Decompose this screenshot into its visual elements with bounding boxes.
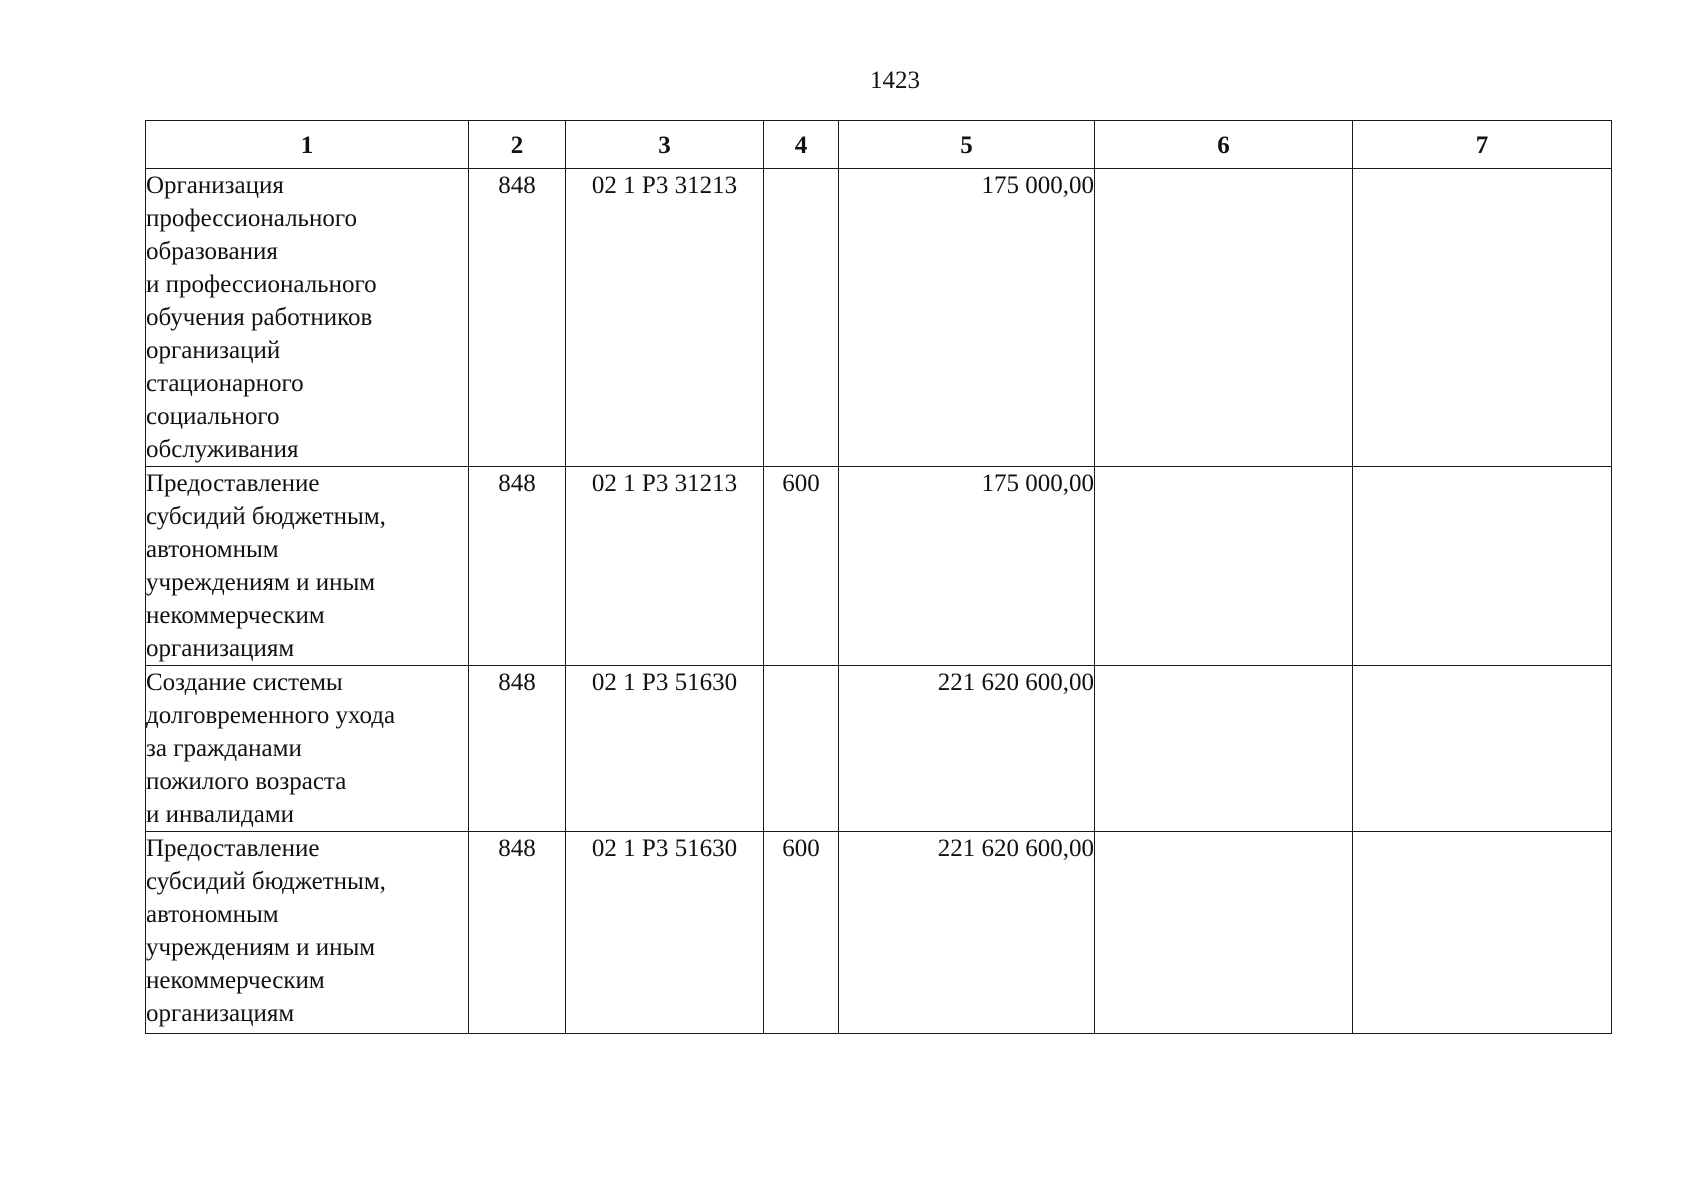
col-6-cell — [1095, 467, 1353, 666]
col-7-cell — [1353, 666, 1612, 832]
table-row — [146, 467, 1612, 666]
header-col-2: 2 — [469, 121, 566, 169]
header-col-6: 6 — [1095, 121, 1353, 169]
expense-type-cell: 600 — [764, 467, 839, 666]
amount-cell: 175 000,00 — [839, 467, 1095, 666]
header-col-7: 7 — [1353, 121, 1612, 169]
table-row — [146, 169, 1612, 467]
row-name-cell — [146, 832, 469, 1034]
col-6-cell — [1095, 666, 1353, 832]
target-article-cell: 02 1 P3 51630 — [566, 666, 764, 832]
header-col-1: 1 — [146, 121, 469, 169]
row-name: Предоставление субсидий бюджетным, автономным учреждениям и иным некоммерческим организациям — [146, 835, 386, 1027]
expense-type-cell — [764, 666, 839, 832]
row-name: Организация профессионального образования и профессионального обучения работников организаций стационарного социального обслуживания — [146, 172, 377, 463]
col-7-cell — [1353, 467, 1612, 666]
col-7-cell — [1353, 169, 1612, 467]
table-row — [146, 666, 1612, 832]
expense-type-cell — [764, 169, 839, 467]
target-article-cell: 02 1 P3 51630 — [566, 832, 764, 1034]
header-col-5: 5 — [839, 121, 1095, 169]
amount-cell: 221 620 600,00 — [839, 832, 1095, 1034]
page-number: 1423 — [870, 67, 920, 94]
col-6-cell — [1095, 169, 1353, 467]
amount-cell: 221 620 600,00 — [839, 666, 1095, 832]
row-name-cell — [146, 467, 469, 666]
ministry-code-cell: 848 — [469, 467, 566, 666]
table-header-row — [146, 121, 1612, 169]
row-name-cell — [146, 666, 469, 832]
ministry-code-cell: 848 — [469, 169, 566, 467]
col-7-cell — [1353, 832, 1612, 1034]
header-col-4: 4 — [764, 121, 839, 169]
row-name: Предоставление субсидий бюджетным, автономным учреждениям и иным некоммерческим организациям — [146, 470, 386, 662]
table-row — [146, 832, 1612, 1034]
expense-type-cell: 600 — [764, 832, 839, 1034]
target-article-cell: 02 1 P3 31213 — [566, 467, 764, 666]
row-name-cell — [146, 169, 469, 467]
amount-cell: 175 000,00 — [839, 169, 1095, 467]
row-name: Создание системы долговременного ухода за гражданами пожилого возраста и инвалидами — [146, 669, 396, 828]
col-6-cell — [1095, 832, 1353, 1034]
target-article-cell: 02 1 P3 31213 — [566, 169, 764, 467]
header-col-3: 3 — [566, 121, 764, 169]
budget-table — [145, 120, 1612, 1034]
ministry-code-cell: 848 — [469, 666, 566, 832]
ministry-code-cell: 848 — [469, 832, 566, 1034]
